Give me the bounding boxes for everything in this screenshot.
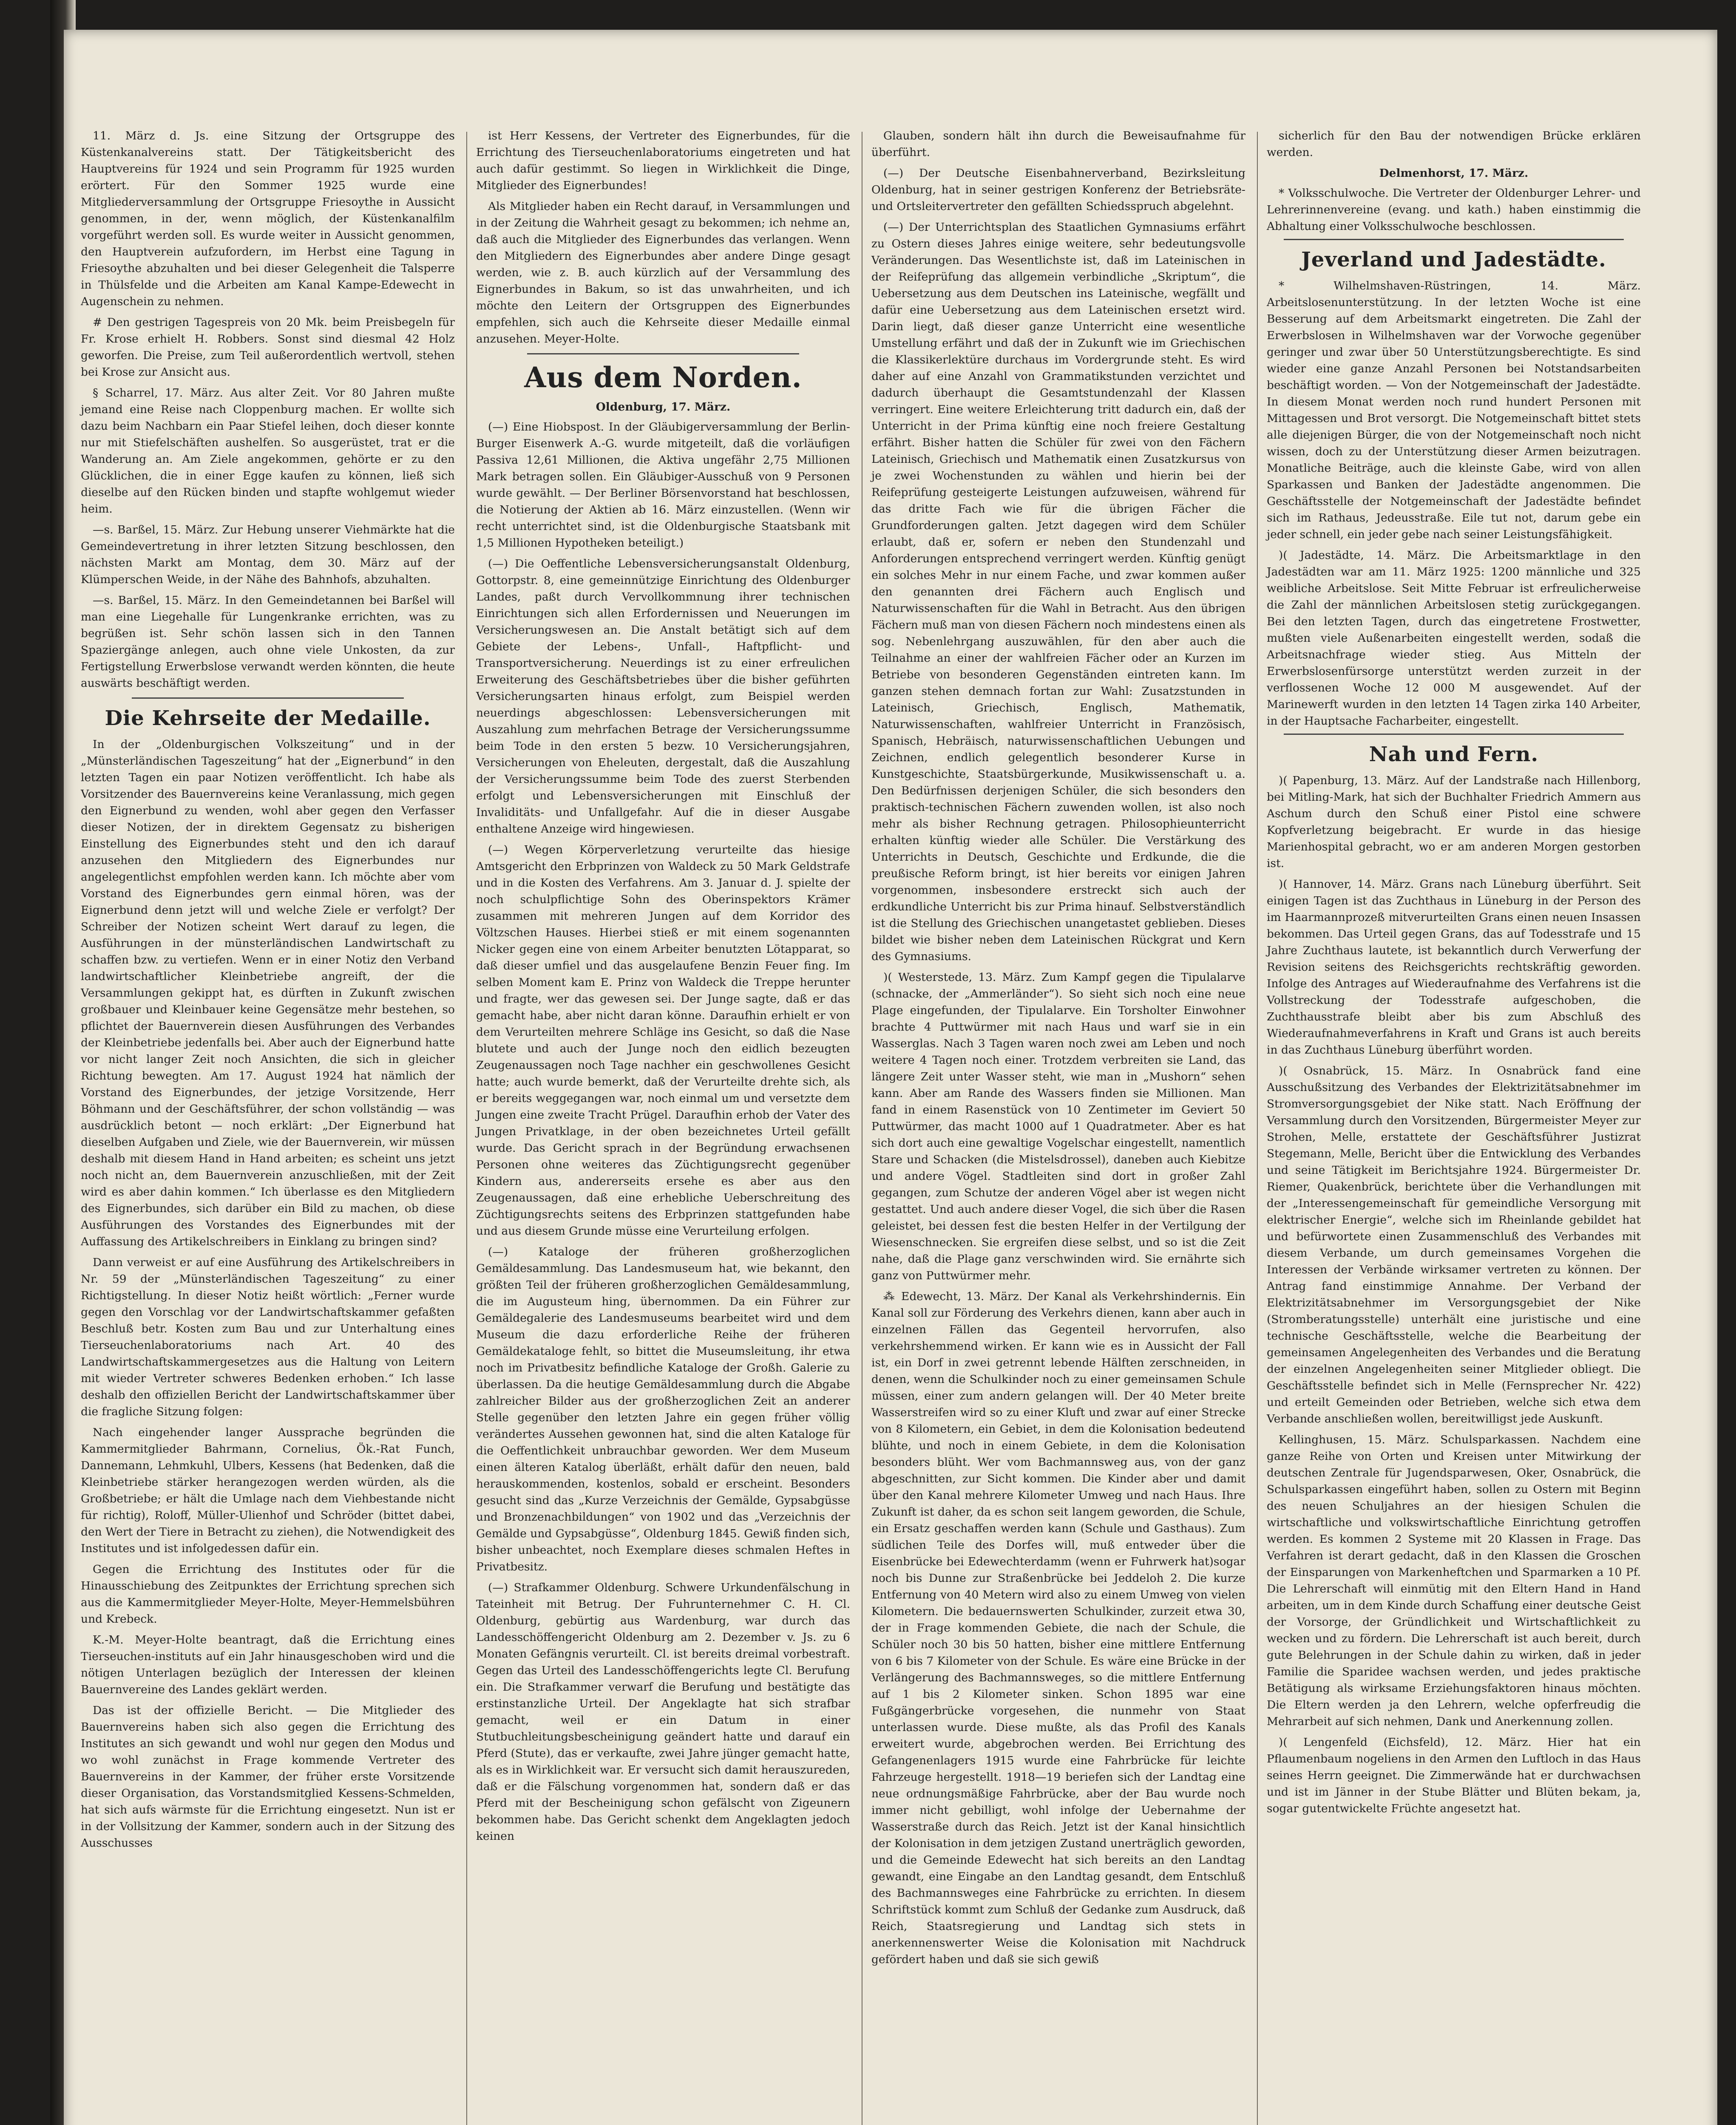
article-paragraph: * Volksschulwoche. Die Vertreter der Oldenburger Lehrer- und Lehrerinnenvereine (evang. und kath.) haben einstimmig die Abhaltung einer Volksschulwoche beschlossen. xyxy=(1267,187,1641,233)
column-2 xyxy=(476,128,850,1849)
column-rule xyxy=(466,132,467,2125)
column-4 xyxy=(1267,128,1641,1821)
article-paragraph: )( Jadestädte, 14. März. Die Arbeitsmarktlage in den Jadestädten war am 11. März 1925: 1200 männliche und 325 weibliche Arbeitslose. Seit Mitte Februar ist erfreulicherweise die Zahl der männlichen Arbeitslosen stetig zurückgegangen. Bei den letzten Tagen, durch das eingetretene Frostwetter, mußten viele Außenarbeiten eingestellt werden, sodaß die Arbeitsnachfrage wieder stieg. Aus Mitteln der Erwerbslosenfürsorge unterstützt werden zurzeit in der verflossenen Woche 12 000 M ausgewendet. Auf der Marinewerft wurden in den letzten 14 Tagen zirka 140 Arbeiter, in der Hauptsache Facharbeiter, eingestellt. xyxy=(1267,549,1641,728)
article-paragraph: sicherlich für den Bau der notwendigen Brücke erklären werden. xyxy=(1267,129,1641,159)
article-paragraph: )( Lengenfeld (Eichsfeld), 12. März. Hier hat ein Pflaumenbaum nogeliens in den Armen den Luftloch in das Haus seines Herrn geeignet. Die Zimmerwände hat er durchwachsen und ist im Jänner in der Stube Blätter und Blüten bekam, ja, sogar gutentwickelte Früchte angesetzt hat. xyxy=(1267,1736,1641,1815)
dateline: Oldenburg, 17. März. xyxy=(596,400,731,414)
article-paragraph: K.-M. Meyer-Holte beantragt, daß die Errichtung eines Tierseuchen-instituts auf ein Jahr hinausgeschoben wird und die nötigen Unterlagen bezüglich der Interessen der kleinen Bauernvereine des Landes geklärt werden. xyxy=(81,1633,455,1696)
article-paragraph: Das ist der offizielle Bericht. — Die Mitglieder des Bauernvereins haben sich also gegen die Errichtung des Institutes an sich gewandt und wohl nur gegen den Modus und wo wohl zunächst in Frage kommende Vertreter des Bauernvereins in der Kammer, der früher erste Vorsitzende dieser Organisation, das Vorstandsmitglied Kessens-Schmelden, hat sich aufs wärmste für die Errichtung eingesetzt. Nun ist er in der Vollsitzung der Kammer, sondern auch in der Sitzung des Ausschusses xyxy=(81,1704,455,1850)
article-paragraph: (—) Der Unterrichtsplan des Staatlichen Gymnasiums erfährt zu Ostern dieses Jahres einige weitere, sehr bedeutungsvolle Veränderungen. Das Wesentlichste ist, daß im Lateinischen in der Reifeprüfung das allgemein verbindliche „Skriptum“, die Uebersetzung aus dem Deutschen ins Lateinische, wegfällt und dafür eine Uebersetzung aus dem Lateinischen ersetzt wird. Darin liegt, daß dieser ganze Unterricht eine wesentliche Umstellung erfährt und daß der in Zukunft wie im Griechischen die Klassikerlektüre durchaus im Vordergrunde steht. Es wird daher auf eine Anzahl von Grammatikstunden verzichtet und dadurch überhaupt die Gesamtstundenzahl der Klassen verringert. Eine weitere Erleichterung tritt dadurch ein, daß der Unterricht in der Prima künftig eine noch freiere Gestaltung erfährt. Bisher hatten die Schüler für zwei von den Fächern Lateinisch, Griechisch und Mathematik einen Zusatzkursus von je zwei Wochenstunden zu wählen und hierin bei der Reifeprüfung gesteigerte Leistungen aufzuweisen, während für das dritte Fach wie für die übrigen Fächer die Grundforderungen galten. Jetzt dagegen wird dem Schüler erlaubt, daß er, sofern er neben den Stundenzahl und Anforderungen entsprechend verringert werden. Künftig genügt ein solches Mehr in nur einem Fache, und zwar kommen außer den genannten drei Fächern auch Englisch und Naturwissenschaften für die Wahl in Betracht. Aus den übrigen Fächern muß man von diesen Fächern noch mindestens einen als sog. Nebenlehrgang auszuwählen, für den aber auch die Teilnahme an einer der wahlfreien Fächer oder an Kurzen im Betriebe von besonderen Gegenständen eintreten kann. Im ganzen stehen demnach fortan zur Wahl: Zusatzstunden in Lateinisch, Griechisch, Englisch, Mathematik, Naturwissenschaften, wahlfreier Unterricht in Französisch, Spanisch, Hebräisch, naturwissenschaftlichen Uebungen und Zeichnen, endlich gelegentlich besonderer Kurse in Kunstgeschichte, Staatsbürgerkunde, Musikwissenschaft u. a. Den Bedürfnissen derjenigen Schüler, die sich besonders den praktisch-technischen Fächern zuwenden wollen, ist also noch mehr als bisher Rechnung getragen. Philosophieunterricht erhalten künftig wieder alle Schüler. Die Verstärkung des Unterrichts in Deutsch, Geschichte und Erdkunde, die die preußische Reform bringt, ist hier bereits vor einigen Jahren vorgenommen, insbesondere erstreckt sich auch der erdkundliche Unterricht bis zur Prima hinauf. Selbstverständlich ist die Stellung des Griechischen unangetastet geblieben. Dieses bildet wie bisher neben dem Lateinischen Rückgrat und Kern des Gymnasiums. xyxy=(871,221,1245,963)
dateline: Delmenhorst, 17. März. xyxy=(1379,167,1529,180)
article-paragraph: (—) Eine Hiobspost. In der Gläubigerversammlung der Berlin-Burger Eisenwerk A.-G. wurde mitgeteilt, daß die vorläufigen Passiva 12,61 Millionen, die Aktiva ungefähr 2,75 Millionen Mark betragen sollen. Ein Gläubiger-Ausschuß von 9 Personen wurde gewählt. — Der Berliner Börsenvorstand hat beschlossen, die Notierung der Aktien ab 16. März einzustellen. (Wenn wir recht unterrichtet sind, ist die Oldenburgische Staatsbank mit 1,5 Millionen Hypotheken beteiligt.) xyxy=(476,420,850,550)
article-paragraph: )( Hannover, 14. März. Grans nach Lüneburg überführt. Seit einigen Tagen ist das Zuchthaus in Lüneburg in der Person des im Haarmannprozeß mitverurteilten Grans einen neuen Insassen bekommen. Das Urteil gegen Grans, das auf Todesstrafe und 15 Jahre Zuchthaus lautete, ist bekanntlich durch Verwerfung der Revision seitens des Reichsgerichts rechtskräftig geworden. Infolge des Antrages auf Wiederaufnahme des Verfahrens ist die Vollstreckung der Todesstrafe aufgeschoben, die Zuchthausstrafe bleibt aber bis zum Abschluß des Wiederaufnahmeverfahrens in Kraft und Grans ist auch bereits in das Zuchthaus Lüneburg überführt worden. xyxy=(1267,878,1641,1057)
article-paragraph: # Den gestrigen Tagespreis von 20 Mk. beim Preisbegeln für Fr. Krose erhielt H. Robbers. Sonst sind diesmal 42 Holz geworfen. Die Preise, zum Teil außerordentlich wertvoll, stehen bei Krose zur Ansicht aus. xyxy=(81,316,455,379)
section-heading: Jeverland und Jadestädte. xyxy=(1301,248,1606,272)
article-paragraph: (—) Strafkammer Oldenburg. Schwere Urkundenfälschung in Tateinheit mit Betrug. Der Fuhrunternehmer C. H. Cl. Oldenburg, gebürtig aus Wardenburg, war durch das Landesschöffengericht Oldenburg am 2. Dezember v. Js. zu 6 Monaten Gefängnis verurteilt. Cl. ist bereits dreimal vorbestraft. Gegen das Urteil des Landesschöffengerichts legte Cl. Berufung ein. Die Strafkammer verwarf die Berufung und bestätigte das erstinstanzliche Urteil. Der Angeklagte hat sich strafbar gemacht, weil er ein Datum in einer Stutbuchleitungsbescheinigung geändert hatte und darauf ein Pferd (Stute), das er verkaufte, zwei Jahre jünger gemacht hatte, als es in Wirklichkeit war. Er versucht sich damit herauszureden, daß er die Fälschung vorgenommen hat, sondern daß er das Pferd mit der Bescheinigung schon gefälscht von Zigeunern bekommen habe. Das Gericht schenkt dem Angeklagten jedoch keinen xyxy=(476,1581,850,1843)
section-divider xyxy=(527,353,799,354)
article-paragraph: ⁂ Edewecht, 13. März. Der Kanal als Verkehrshindernis. Ein Kanal soll zur Förderung des Verkehrs dienen, kann aber auch in einzelnen Fällen das Gegenteil hervorrufen, also verkehrshemmend wirken. Er kann wie es in Aussicht der Fall ist, ein Dorf in zwei getrennt lebende Hälften zerschneiden, in denen, wenn die Schulkinder noch zu einer gemeinsamen Schule müssen, einer zum andern gelangen will. Der 40 Meter breite Wasserstreifen wird so zu einer Kluft und zwar auf einer Strecke von 8 Kilometern, ein Gebiet, in dem die Kolonisation bedeutend blühte, und noch in einem Gebiete, in dem die Kolonisation besonders blüht. Wer vom Bachmannsweg aus, von der ganz abgeschnitten, zur Sicht kommen. Die Kinder aber und damit über den Kanal mehrere Kilometer Umweg und nach Haus. Ihre Zukunft ist daher, da es schon seit langem geworden, die Schule, ein Ersatz geschaffen werden kann (Schule und Gasthaus). Zum südlichen Teile des Dorfes will, muß entweder über die Eisenbrücke bei Edewechterdamm (wenn er Fuhrwerk hat)sogar noch bis Dunne zur Straßenbrücke bei Jeddeloh 2. Die kurze Entfernung von 40 Metern wird also zu einem Umweg von vielen Kilometern. Die bedauernswerten Schulkinder, zurzeit etwa 30, der in Frage kommenden Gebiete, die nach der Schule, die Schüler noch 30 bis 50 hatten, bisher eine mittlere Entfernung von 6 bis 7 Kilometer von der Schule. Es wäre eine Brücke in der Verlängerung des Bachmannsweges, so die mittlere Entfernung auf 1 bis 2 Kilometer sinken. Schon 1895 war eine Fußgängerbrücke vorgesehen, die nunmehr von Staat unterlassen wurde. Diese mußte, als das Profil des Kanals erweitert wurde, abgebrochen werden. Bei Errichtung des Gefangenenlagers 1915 wurde eine Fahrbrücke für leichte Fahrzeuge hergestellt. 1918—19 beriefen sich der Landtag eine neue ordnungsmäßige Fahrbrücke, aber der Bau wurde noch immer nicht gebilligt, wohl infolge der Uebernahme der Wasserstraße durch das Reich. Jetzt ist der Kanal hinsichtlich der Kolonisation in dem jetzigen Zustand unerträglich geworden, und die Gemeinde Edewecht hat sich bereits an den Landtag gewandt, eine Eingabe an den Landtag gesandt, dem Entschluß des Bachmannsweges eine Fahrbrücke zu errichten. In diesem Schriftstück kommt zum Schluß der Gedanke zum Ausdruck, daß Reich, Staatsregierung und Landtag sich stets in anerkennenswerter Weise die Kolonisation mit Nachdruck gefördert haben und daß sie sich gewiß xyxy=(871,1290,1245,1966)
column-3 xyxy=(871,128,1245,1972)
section-heading: Die Kehrseite der Medaille. xyxy=(105,706,431,730)
article-paragraph: (—) Wegen Körperverletzung verurteilte das hiesige Amtsgericht den Erbprinzen von Waldeck zu 50 Mark Geldstrafe und in die Kosten des Verfahrens. Am 3. Januar d. J. spielte der noch schulpflichtige Sohn des Oberinspektors Krämer zusammen mit mehreren Jungen auf dem Korridor des Völtzschen Hauses. Hierbei stieß er mit einem sogenannten Nicker gegen eine von einem Arbeiter benutzten Lötapparat, so daß dieser umfiel und das ausgelaufene Benzin Feuer fing. Im selben Moment kam E. Prinz von Waldeck die Treppe herunter und fragte, wer das gewesen sei. Der Junge sagte, daß er das gemacht habe, aber nicht daran könne. Daraufhin erhielt er von dem Verurteilten mehrere Schläge ins Gesicht, so daß die Nase blutete und auch der Junge noch den eidlich bezeugten Zeugenaussagen noch Tage nachher ein geschwollenes Gesicht hatte; auch wurde bemerkt, daß der Verurteilte drehte sich, als er bereits weggegangen war, noch einmal um und versetzte dem Jungen eine zweite Tracht Prügel. Daraufhin erhob der Vater des Jungen Privatklage, in der oben bezeichnetes Urteil gefällt wurde. Das Gericht sprach in der Begründung erwachsenen Personen ohne weiteres das Züchtigungsrecht gegenüber Kindern aus, andererseits ersehe es aber aus den Zeugenaussagen, daß eine erhebliche Ueberschreitung des Züchtigungsrechts seitens des Erbprinzen stattgefunden habe und aus diesem Grunde müsse eine Verurteilung erfolgen. xyxy=(476,843,850,1238)
article-paragraph: * Wilhelmshaven-Rüstringen, 14. März. Arbeitslosenunterstützung. In der letzten Woche ist eine Besserung auf dem Arbeitsmarkt eingetreten. Die Zahl der Erwerbslosen in Wilhelmshaven war der Vorwoche gegenüber geringer und zwar über 50 Unterstützungsberechtigte. Es sind wieder eine ganze Anzahl Personen bei Notstandsarbeiten beschäftigt worden. — Von der Notgemeinschaft der Jadestädte. In diesem Monat werden noch rund hundert Personen mit Mittagessen und Brot versorgt. Die Notgemeinschaft bittet stets alle diejenigen Bürger, die von der Notgemeinschaft noch nicht wissen, doch zu der Unterstützung dieser Armen beizutragen. Monatliche Beiträge, auch die kleinste Gabe, wird von allen Sparkassen und Banken der Jadestädte angenommen. Die Geschäftsstelle der Notgemeinschaft der Jadestädte befindet sich im Rathaus, Jedeusstraße. Eile tut not, darum gebe ein jeder schnell, ein jeder gebe nach seiner Leistungsfähigkeit. xyxy=(1267,279,1641,541)
column-rule xyxy=(1257,132,1258,2125)
article-paragraph: )( Osnabrück, 15. März. In Osnabrück fand eine Ausschußsitzung des Verbandes der Elektrizitätsabnehmer im Stromversorgungsgebiet der Nike statt. Nach Eröffnung der Versammlung durch den Vorsitzenden, Bürgermeister Meyer zur Strohen, Melle, erstattete der Geschäftsführer Justizrat Stegemann, Melle, Bericht über die Entwicklung des Verbandes und seine Tätigkeit im Berichtsjahre 1924. Bürgermeister Dr. Riemer, Quakenbrück, berichtete über die Verhandlungen mit der „Interessengemeinschaft für gemeindliche Versorgung mit elektrischer Energie“, welche sich im Rheinlande gebildet hat und befürwortete einen Zusammenschluß des Verbandes mit diesem Verbande, um durch gemeinsames Vorgehen die Interessen der Verbände wirksamer vertreten zu können. Der Antrag fand einstimmige Annahme. Der Verband der Elektrizitätsabnehmer im Versorgungsgebiet der Nike (Stromberatungsstelle) unterhält eine juristische und eine technische Geschäftsstelle, welche die Bearbeitung der gemeinsamen Angelegenheiten des Verbandes und die Beratung der einzelnen Angelegenheiten seiner Mitglieder obliegt. Die Geschäftsstelle befindet sich in Melle (Fernsprecher Nr. 422) und erteilt Gemeinden oder Betrieben, welche sich etwa dem Verbande anschließen wollen, bereitwilligst jede Auskunft. xyxy=(1267,1064,1641,1425)
section-divider xyxy=(132,697,404,699)
article-paragraph: )( Westerstede, 13. März. Zum Kampf gegen die Tipulalarve (schnacke, der „Ammerländer“). So sieht sich noch eine neue Plage eingefunden, der Tipulalarve. Ein Torsholter Einwohner brachte 4 Puttwürmer mit nach Haus und warf sie in ein Wasserglas. Nach 3 Tagen waren noch zwei am Leben und noch weitere 4 Tagen noch einer. Trotzdem verbreiten sie Land, das längere Zeit unter Wasser steht, wie man in „Mushorn“ sehen kann. Aber am Rande des Wassers finden sie Millionen. Man fand in einem Rasenstück von 10 Zentimeter im Geviert 50 Puttwürmer, das macht 1000 auf 1 Quadratmeter. Aber es hat sich dort auch eine gewaltige Vogelschar eingestellt, namentlich Stare und Schacken (die Mistelsdrossel), daneben auch Kiebitze und andere Vögel. Stadtleiten sind dort in großer Zahl gegangen, zum Schutze der anderen Vögel aber ist wegen nicht gestattet. Und auch andere dieser Vogel, die sich über die Rasen geleistet, bei dessen fest die besten Helfer in der Vertilgung der Wiesenschnecken. Sie ergreifen diese selbst, und so ist die Zeit nahe, daß die Plage ganz verschwinden wird. Sie ernährte sich ganz von Puttwürmer mehr. xyxy=(871,971,1245,1282)
article-paragraph: 11. März d. Js. eine Sitzung der Ortsgruppe des Küstenkanalvereins statt. Der Tätigkeitsbericht des Hauptvereins für 1924 und sein Programm für 1925 wurden erörtert. Für den Sommer 1925 wurde eine Mitgliederversammlung der Ortsgruppe Friesoythe in Aussicht genommen, in der, wenn möglich, der Küstenkanalfilm vorgeführt werden soll. Es wurde weiter in Aussicht genommen, den Hauptverein aufzufordern, im Herbst eine Tagung in Friesoythe abzuhalten und bei dieser Gelegenheit die Talsperre in Thülsfelde und die Arbeiten am Kanal Kampe-Edewecht in Augenschein zu nehmen. xyxy=(81,129,455,308)
article-paragraph: § Scharrel, 17. März. Aus alter Zeit. Vor 80 Jahren mußte jemand eine Reise nach Cloppenburg machen. Er wollte sich dazu beim Nachbarn ein Paar Stiefel leihen, doch dieser konnte nur mit Stiefelschäften aushelfen. So ausgerüstet, trat er die Wanderung an. Am Ziele angekommen, gehörte er zu den Glücklichen, die in einer Egge kaufen zu können, ließ sich dieselbe auf den Rücken binden und stapfte wohlgemut wieder heim. xyxy=(81,386,455,516)
article-paragraph: )( Papenburg, 13. März. Auf der Landstraße nach Hillenborg, bei Mitling-Mark, hat sich der Buchhalter Friedrich Ammern aus Aschum durch den Schuß einer Pistol eine schwere Kopfverletzung beigebracht. Er wurde in das hiesige Marienhospital gebracht, wo er am anderen Morgen gestorben ist. xyxy=(1267,774,1641,870)
newspaper-columns xyxy=(81,128,1645,2125)
article-paragraph: Dann verweist er auf eine Ausführung des Artikelschreibers in Nr. 59 der „Münsterländischen Tageszeitung“ zu einer Richtigstellung. In dieser Notiz heißt wörtlich: „Ferner wurde gegen den Vorschlag vor der Landwirtschaftskammer gefaßten Beschluß betr. Kosten zum Bau und zur Unterhaltung eines Tierseuchenlaboratoriums nach Art. 40 des Landwirtschaftskammergesetzes aus die Haltung von Leitern mit wieder Vertreter schweres Bedenken erhoben.“ Ich lasse deshalb den offiziellen Bericht der Landwirtschaftskammer über die fragliche Sitzung folgen: xyxy=(81,1256,455,1418)
section-heading: Nah und Fern. xyxy=(1369,742,1539,766)
article-paragraph: (—) Die Oeffentliche Lebensversicherungsanstalt Oldenburg, Gottorpstr. 8, eine gemeinnützige Einrichtung des Oldenburger Landes, paßt durch Vervollkommnung ihrer technischen Einrichtungen sich allen Erfordernissen und Neuerungen im Versicherungswesen an. Die Anstalt betätigt sich auf dem Gebiete der Lebens-, Unfall-, Haftpflicht- und Transportversicherung. Neuerdings ist zu einer erfreulichen Erweiterung des Geschäftsbetriebes über die bisher geführten Versicherungsarten hinaus erfolgt, zum Beispiel werden neuerdings abgeschlossen: Lebensversicherungen mit Auszahlung zum mehrfachen Betrage der Versicherungssumme beim Tode in den ersten 5 bezw. 10 Versicherungsjahren, Versicherungen von Eheleuten, dergestalt, daß die Auszahlung der Versicherungssumme beim Tode des zuerst Sterbenden erfolgt und Lebensversicherungen mit Einschluß der Invaliditäts- und Unfallgefahr. Auf die in dieser Ausgabe enthaltene Anzeige wird hingewiesen. xyxy=(476,557,850,836)
section-divider xyxy=(1284,239,1624,240)
article-paragraph: Glauben, sondern hält ihn durch die Beweisaufnahme für überführt. xyxy=(871,129,1245,159)
article-paragraph: Gegen die Errichtung des Institutes oder für die Hinausschiebung des Zeitpunktes der Errichtung sprechen sich aus die Kammermitglieder Meyer-Holte, Meyer-Hemmelsbühren und Krebeck. xyxy=(81,1563,455,1626)
article-paragraph: Als Mitglieder haben ein Recht darauf, in Versammlungen und in der Zeitung die Wahrheit gesagt zu bekommen; ich nehme an, daß auch die Mitglieder des Eignerbundes das verlangen. Wenn den Mitgliedern des Eignerbundes aber andere Dinge gesagt werden, wie z. B. auch kürzlich auf der Versammlung des Eignerbundes in Bakum, so ist das unwahrheiten, und ich möchte den Leitern der Ortsgruppen des Eignerbundes empfehlen, sich auch die Kehrseite dieser Medaille einmal anzusehen. Meyer-Holte. xyxy=(476,200,850,346)
article-paragraph: —s. Barßel, 15. März. Zur Hebung unserer Viehmärkte hat die Gemeindevertretung in ihrer letzten Sitzung beschlossen, den nächsten Markt am Montag, dem 30. März auf der Klümperschen Weide, in der Nähe des Bahnhofs, abzuhalten. xyxy=(81,523,455,586)
column-1 xyxy=(81,128,455,1856)
section-divider xyxy=(1284,734,1624,735)
article-paragraph: (—) Kataloge der früheren großherzoglichen Gemäldesammlung. Das Landesmuseum hat, wie bekannt, den größten Teil der früheren großherzoglichen Gemäldesammlung, die im Augusteum hing, übernommen. Da ein Führer zur Gemäldegalerie des Landesmuseums bearbeitet wird und dem Museum die dazu erforderliche Reihe der früheren Gemäldekataloge fehlt, so bittet die Museumsleitung, ihr etwa noch im Privatbesitz befindliche Kataloge der Großh. Galerie zu überlassen. Da die heutige Gemäldesammlung durch die Abgabe zahlreicher Bilder aus der großherzoglichen Zeit an anderer Stelle gegenüber den letzten Jahre ein gegen früher völlig verändertes Aussehen gewonnen hat, sind die alten Kataloge für die Oeffentlichkeit unbrauchbar geworden. Wer dem Museum einen älteren Katalog überläßt, erhält dafür den neuen, bald herauskommenden, kostenlos, sobald er erscheint. Besonders gesucht sind das „Kurze Verzeichnis der Gemälde, Gypsabgüsse und Bronzenachbildungen“ von 1902 und das „Verzeichnis der Gemälde und Gypsabgüsse“, Oldenburg 1845. Gewiß finden sich, bisher unbeachtet, noch Exemplare dieses schmalen Heftes in Privatbesitz. xyxy=(476,1245,850,1573)
article-paragraph: Nach eingehender langer Aussprache begründen die Kammermitglieder Bahrmann, Cornelius, Ök.-Rat Funch, Dannemann, Lehmkuhl, Ulbers, Kessens (hat Bedenken, daß die Kleinbetriebe stärker herangezogen werden würden, als die Großbetriebe; er hält die Umlage nach dem Viehbestande nicht für richtig), Roloff, Müller-Ulienhof und Schröder (bittet dabei, den Wert der Tiere in Betracht zu ziehen), die Notwendigkeit des Institutes und ist infolgedessen dafür ein. xyxy=(81,1426,455,1555)
section-heading: Aus dem Norden. xyxy=(524,361,802,394)
article-paragraph: ist Herr Kessens, der Vertreter des Eignerbundes, für die Errichtung des Tierseuchenlaboratoriums eingetreten und hat auch dafür gestimmt. So liegen in Wirklichkeit die Dinge, Mitglieder des Eignerbundes! xyxy=(476,129,850,192)
article-paragraph: (—) Der Deutsche Eisenbahnerverband, Bezirksleitung Oldenburg, hat in seiner gestrigen Konferenz der Betriebsräte- und Ortsleitervertreter den gefällten Schiedsspruch abgelehnt. xyxy=(871,167,1245,213)
article-paragraph: In der „Oldenburgischen Volkszeitung“ und in der „Münsterländischen Tageszeitung“ hat der „Eignerbund“ in den letzten Tagen ein paar Notizen veröffentlicht. Ich habe als Vorsitzender des Bauernvereins keine Veranlassung, mich gegen den Eignerbund zu wenden, wohl aber gegen den Verfasser dieser Notizen, der in direktem Gegensatz zu bisherigen Einstellung des Eignerbundes steht und den ich darauf anzusehen den Mitgliedern des Eignerbundes nur angelegentlichst empfohlen werden kann. Ich möchte aber vom Vorstand des Eignerbundes gern einmal hören, was der Eignerbund denn jetzt will und welche Ziele er verfolgt? Der Schreiber der Notizen scheint Wert darauf zu legen, die Ausführungen in der münsterländischen Landwirtschaft zu schaffen bzw. zu vertiefen. Wenn er in einer Notiz den Verband landwirtschaftlicher Kleinbetriebe angreift, der die Versammlungen gekippt hat, es dürften in Zukunft zwischen großbauer und Kleinbauer keine Gegensätze mehr bestehen, so pflichtet der Bauernverein diesen Ausführungen des Verbandes der Kleinbetriebe jedenfalls bei. Aber auch der Eignerbund hatte vor nicht langer Zeit noch Ansichten, die sich in gleicher Richtung bewegten. Am 17. August 1924 hat nämlich der Vorstand des Eignerbundes, der jetzige Vorsitzende, Herr Böhmann und der Geschäftsführer, der schon vollständig — was ausdrücklich betont — noch erklärt: „Der Eignerbund hat dieselben Aufgaben und Ziele, wie der Bauernverein, wir müssen deshalb mit diesem Hand in Hand arbeiten; es scheint uns jetzt noch nicht an, dem Bauernverein anzuschließen, mit der Zeit wird es aber dahin kommen.“ Ich überlasse es den Mitgliedern des Eignerbundes, sich darüber ein Bild zu machen, ob diese Ausführungen des Vorstandes des Eignerbundes mit der Auffassung des Artikelschreibers in Einklang zu bringen sind? xyxy=(81,738,455,1248)
article-paragraph: Kellinghusen, 15. März. Schulsparkassen. Nachdem eine ganze Reihe von Orten und Kreisen unter Mitwirkung der deutschen Zentrale für Jugendsparwesen, Oker, Osnabrück, die Schulsparkassen eingeführt haben, sollen zu Ostern mit Beginn des neuen Schuljahres an der hiesigen Schulen die wirtschaftliche und volkswirtschaftliche Einrichtung getroffen werden. Es kommen 2 Systeme mit 20 Klassen in Frage. Das Verfahren ist derart gedacht, daß in den Klassen die Groschen der Einsparungen von Markenheftchen und Sparmarken a 10 Pf. Die Lehrerschaft will einmütig mit den Eltern Hand in Hand arbeiten, um in dem Kinde durch Schaffung einer deutsche Geist der Vorsorge, der Gründlichkeit und Wirtschaftlichkeit zu wecken und zu fördern. Die Lehrerschaft ist auch bereit, durch gute Belehrungen in der Schule dahin zu wirken, daß in jeder Familie die Sparidee wachsen werden, und jedes praktische Betätigung als wirksame Erziehungsfaktoren hinaus möchten. Die Eltern werden ja den Lehrern, welche opferfreudig die Mehrarbeit auf sich nehmen, Dank und Anerkennung zollen. xyxy=(1267,1433,1641,1728)
article-paragraph: —s. Barßel, 15. März. In den Gemeindetannen bei Barßel will man eine Liegehalle für Lungenkranke errichten, was zu begrüßen ist. Sehr schön lassen sich in den Tannen Spaziergänge anlegen, auch ohne viele Unkosten, da zur Fertigstellung Erwerbslose verwandt werden könnten, die heute auswärts beschäftigt werden. xyxy=(81,594,455,690)
